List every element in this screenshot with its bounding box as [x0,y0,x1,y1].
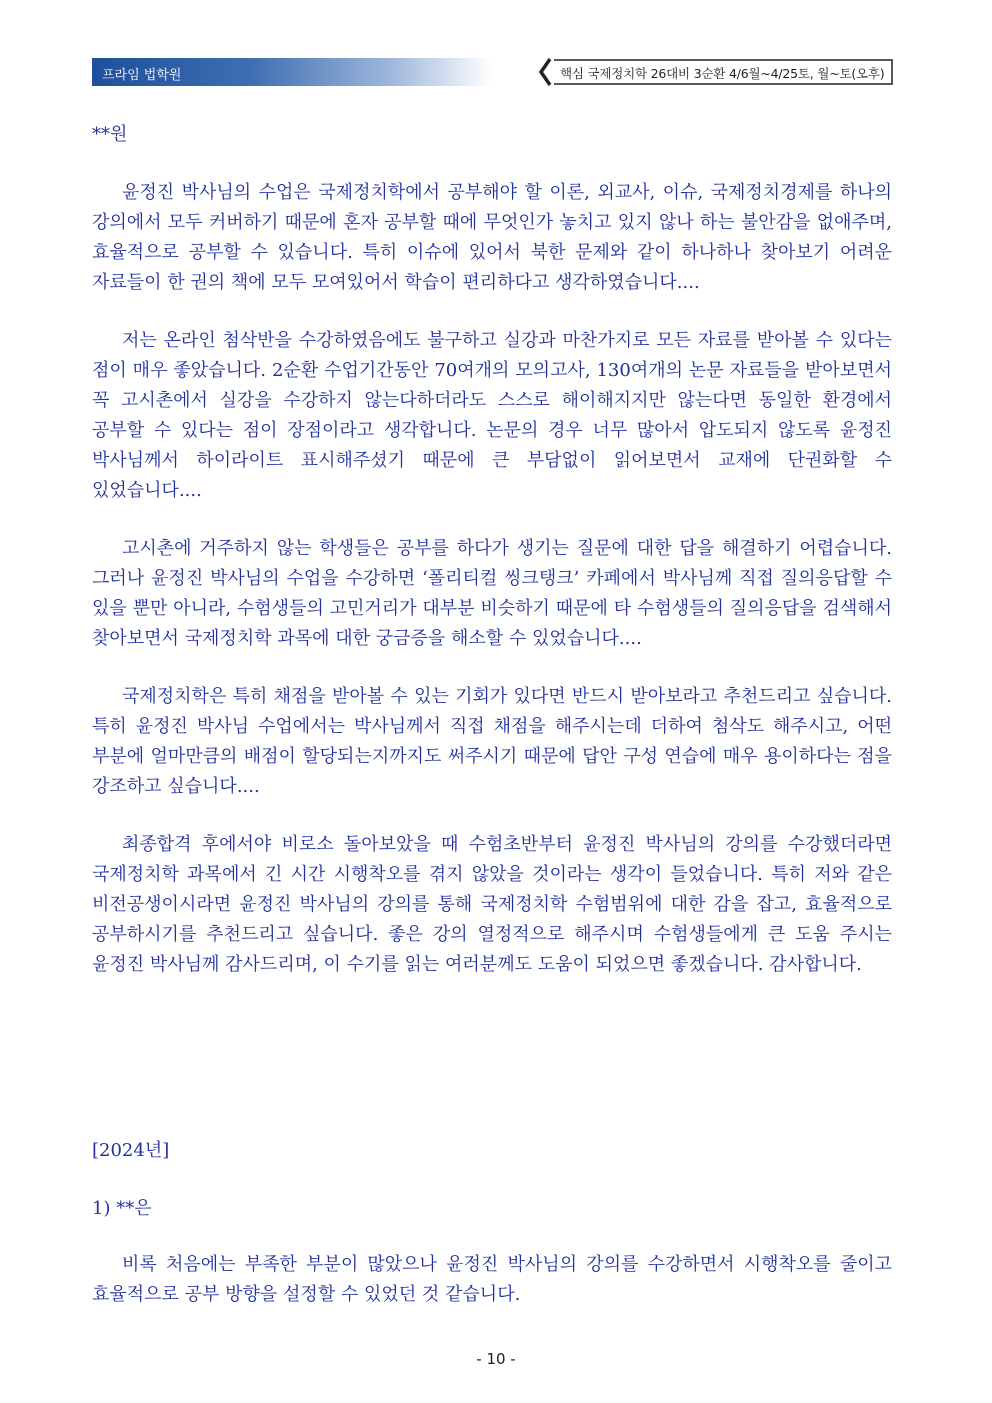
review-author: 1) **은 [92,1198,152,1219]
course-info: 핵심 국제정치학 26대비 3순환 4/6월~4/25토, 월~토(오후) [560,66,885,81]
header-left-band [92,58,492,86]
academy-name: 프라임 법학원 [102,68,182,83]
review-paragraph: 저는 온라인 첨삭반을 수강하였음에도 불구하고 실강과 마찬가지로 모든 자료를 받아볼 수 있다는 점이 매우 좋았습니다. 2순환 수업기간동안 70여개의 모의고사, 130여개의 논문 자료들을 받아보면서 꼭 고시촌에서 실강을 수강하지 않는다하더라도 스스로 해이해지지만 않는다면 동일한 환경에서 공부할 수 있다는 점이 장점이라고 생각합니다. 논문의 경우 너무 많아서 압도되지 않도록 윤정진 박사님께서 하이라이트 표시해주셨기 때문에 큰 부담없이 읽어보면서 교재에 단권화할 수 있었습니다.... [92,330,892,501]
review-content [92,120,892,1008]
review-paragraph: 비록 처음에는 부족한 부분이 많았으나 윤정진 박사님의 강의를 수강하면서 시행착오를 줄이고 효율적으로 공부 방향을 설정할 수 있었던 것 같습니다. [92,1254,892,1305]
review-paragraph: 국제정치학은 특히 채점을 받아볼 수 있는 기회가 있다면 반드시 받아보라고 추천드리고 싶습니다. 특히 윤정진 박사님 수업에서는 박사님께서 직접 채점을 해주시는데 더하여 첨삭도 해주시고, 어떤 부분에 얼마만큼의 배점이 할당되는지까지도 써주시기 때문에 답안 구성 연습에 매우 용이하다는 점을 강조하고 싶습니다.... [92,686,892,797]
section-year-heading: [2024년] [92,1140,170,1161]
review-paragraph: 고시촌에 거주하지 않는 학생들은 공부를 하다가 생기는 질문에 대한 답을 해결하기 어렵습니다. 그러나 윤정진 박사님의 수업을 수강하면 ‘폴리티컬 씽크탱크’ 카페에서 박사님께 직접 질의응답할 수 있을 뿐만 아니라, 수험생들의 고민거리가 대부분 비슷하기 때문에 타 수험생들의 질의응답을 검색해서 찾아보면서 국제정치학 과목에 대한 궁금증을 해소할 수 있었습니다.... [92,538,892,649]
page-number: - 10 - [476,1350,516,1368]
review-paragraph: 최종합격 후에서야 비로소 돌아보았을 때 수험초반부터 윤정진 박사님의 강의를 수강했더라면 국제정치학 과목에서 긴 시간 시행착오를 겪지 않았을 것이라는 생각이 들었습니다. 특히 저와 같은 비전공생이시라면 윤정진 박사님의 강의를 통해 국제정치학 수험범위에 대한 감을 잡고, 효율적으로 공부하시기를 추천드리고 싶습니다. 좋은 강의 열정적으로 해주시며 수험생들에게 큰 도움 주시는 윤정진 박사님께 감사드리며, 이 수기를 읽는 여러분께도 도움이 되었으면 좋겠습니다. 감사합니다. [92,834,892,975]
review-author: **원 [92,124,128,145]
review-paragraph: 윤정진 박사님의 수업은 국제정치학에서 공부해야 할 이론, 외교사, 이슈, 국제정치경제를 하나의 강의에서 모두 커버하기 때문에 혼자 공부할 때에 무엇인가 놓치고 있지 않나 하는 불안감을 없애주며, 효율적으로 공부할 수 있습니다. 특히 이슈에 있어서 북한 문제와 같이 하나하나 찾아보기 어려운 자료들이 한 권의 책에 모두 모여있어서 학습이 편리하다고 생각하였습니다.... [92,182,892,293]
header-right-banner [538,58,896,86]
